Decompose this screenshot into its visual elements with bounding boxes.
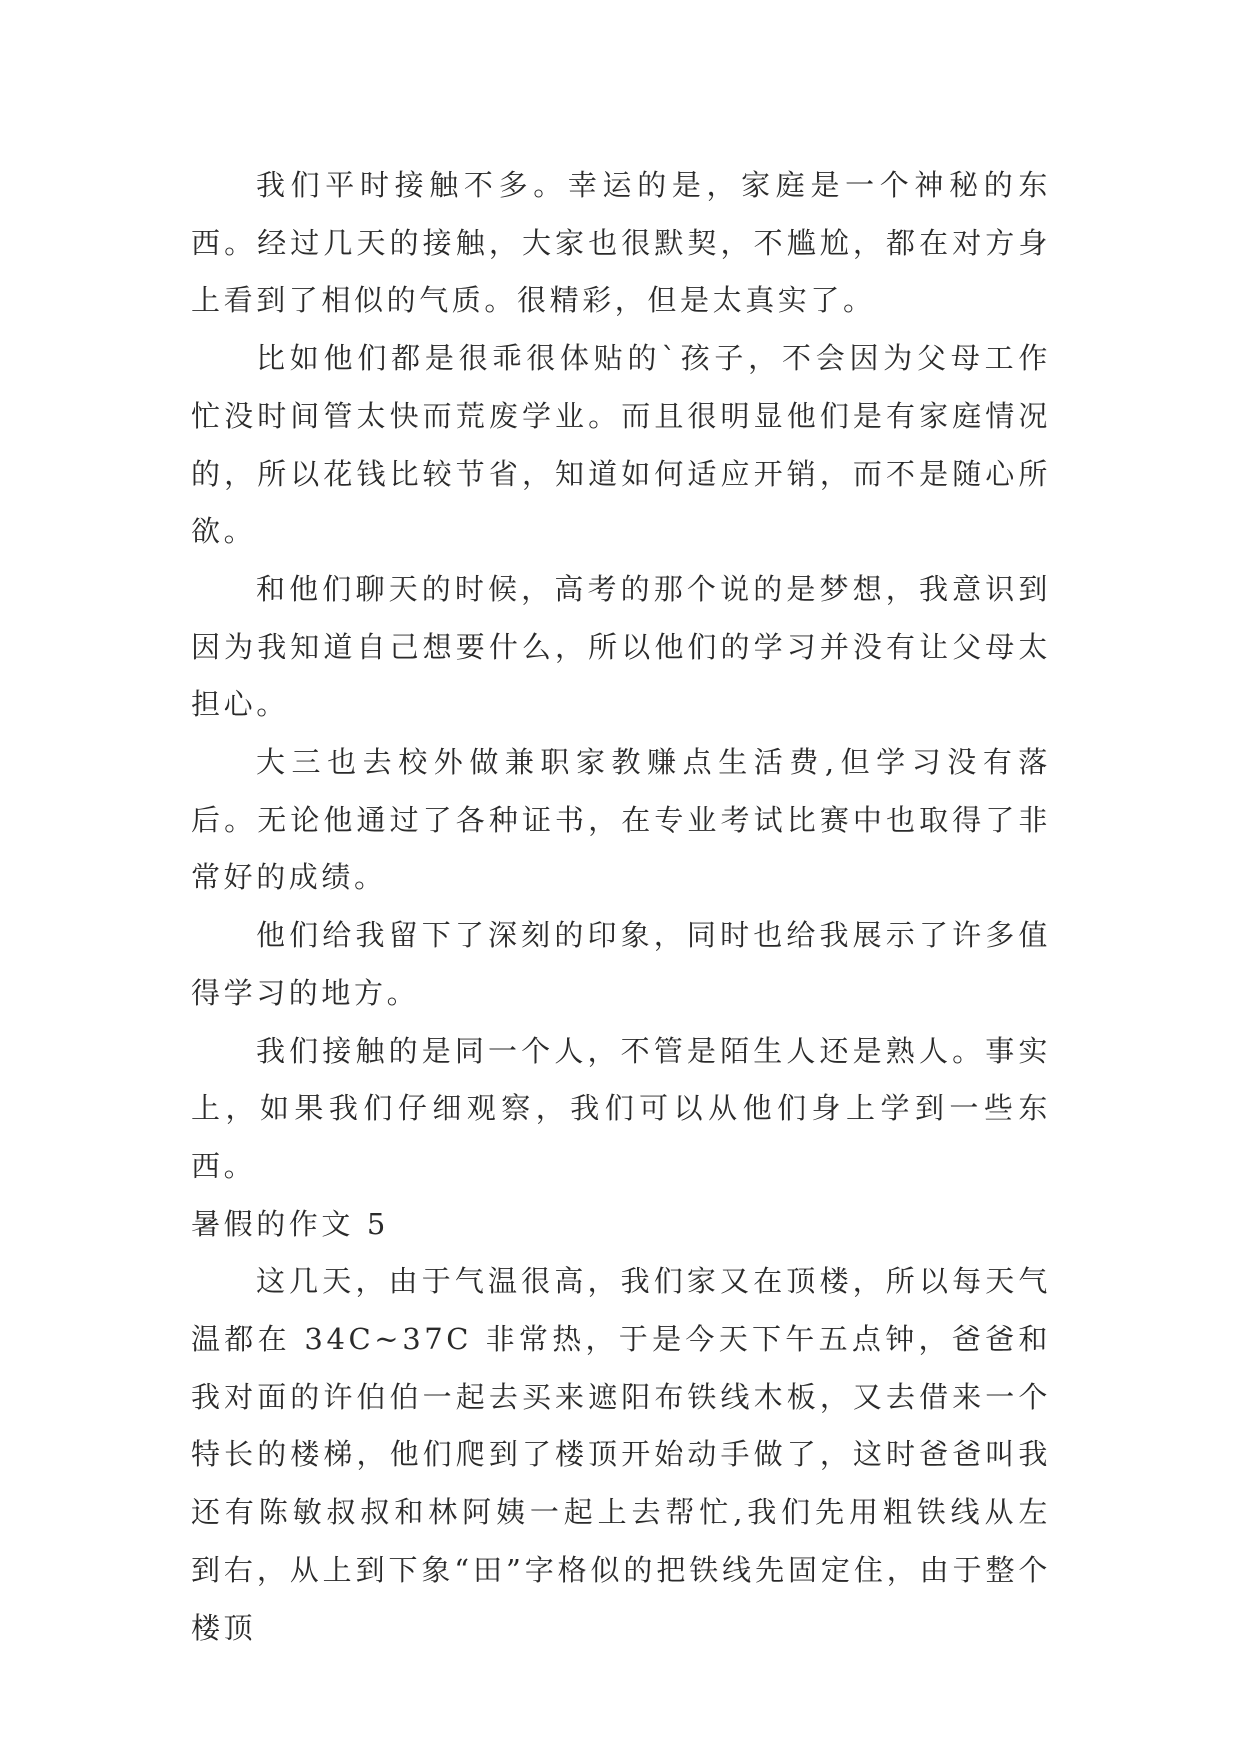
paragraph-6: 我们接触的是同一个人，不管是陌生人还是熟人。事实上，如果我们仔细观察，我们可以从他们身上学到一些东西。	[191, 1033, 1051, 1183]
section-heading: 暑假的作文 5	[191, 1206, 389, 1241]
document-body	[191, 157, 1051, 1657]
paragraph-7: 这几天，由于气温很高，我们家又在顶楼，所以每天气温都在 34C~37C 非常热，于是今天下午五点钟，爸爸和我对面的许伯伯一起去买来遮阳布铁线木板，又去借来一个特长的楼梯，他们爬到了楼顶开始动手做了，这时爸爸叫我还有陈敏叔叔和林阿姨一起上去帮忙,我们先用粗铁线从左到右，从上到下象“田”字格似的把铁线先固定住，由于整个楼顶	[191, 1264, 1051, 1645]
paragraph-1: 我们平时接触不多。幸运的是，家庭是一个神秘的东西。经过几天的接触，大家也很默契，不尴尬，都在对方身上看到了相似的气质。很精彩，但是太真实了。	[191, 168, 1051, 318]
paragraph-5: 他们给我留下了深刻的印象，同时也给我展示了许多值得学习的地方。	[191, 918, 1051, 1010]
paragraph-2: 比如他们都是很乖很体贴的`孩子，不会因为父母工作忙没时间管太快而荒废学业。而且很明显他们是有家庭情况的，所以花钱比较节省，知道如何适应开销，而不是随心所欲。	[191, 341, 1051, 549]
paragraph-4: 大三也去校外做兼职家教赚点生活费,但学习没有落后。无论他通过了各种证书，在专业考试比赛中也取得了非常好的成绩。	[191, 745, 1051, 895]
paragraph-3: 和他们聊天的时候，高考的那个说的是梦想，我意识到因为我知道自己想要什么，所以他们的学习并没有让父母太担心。	[191, 571, 1051, 722]
